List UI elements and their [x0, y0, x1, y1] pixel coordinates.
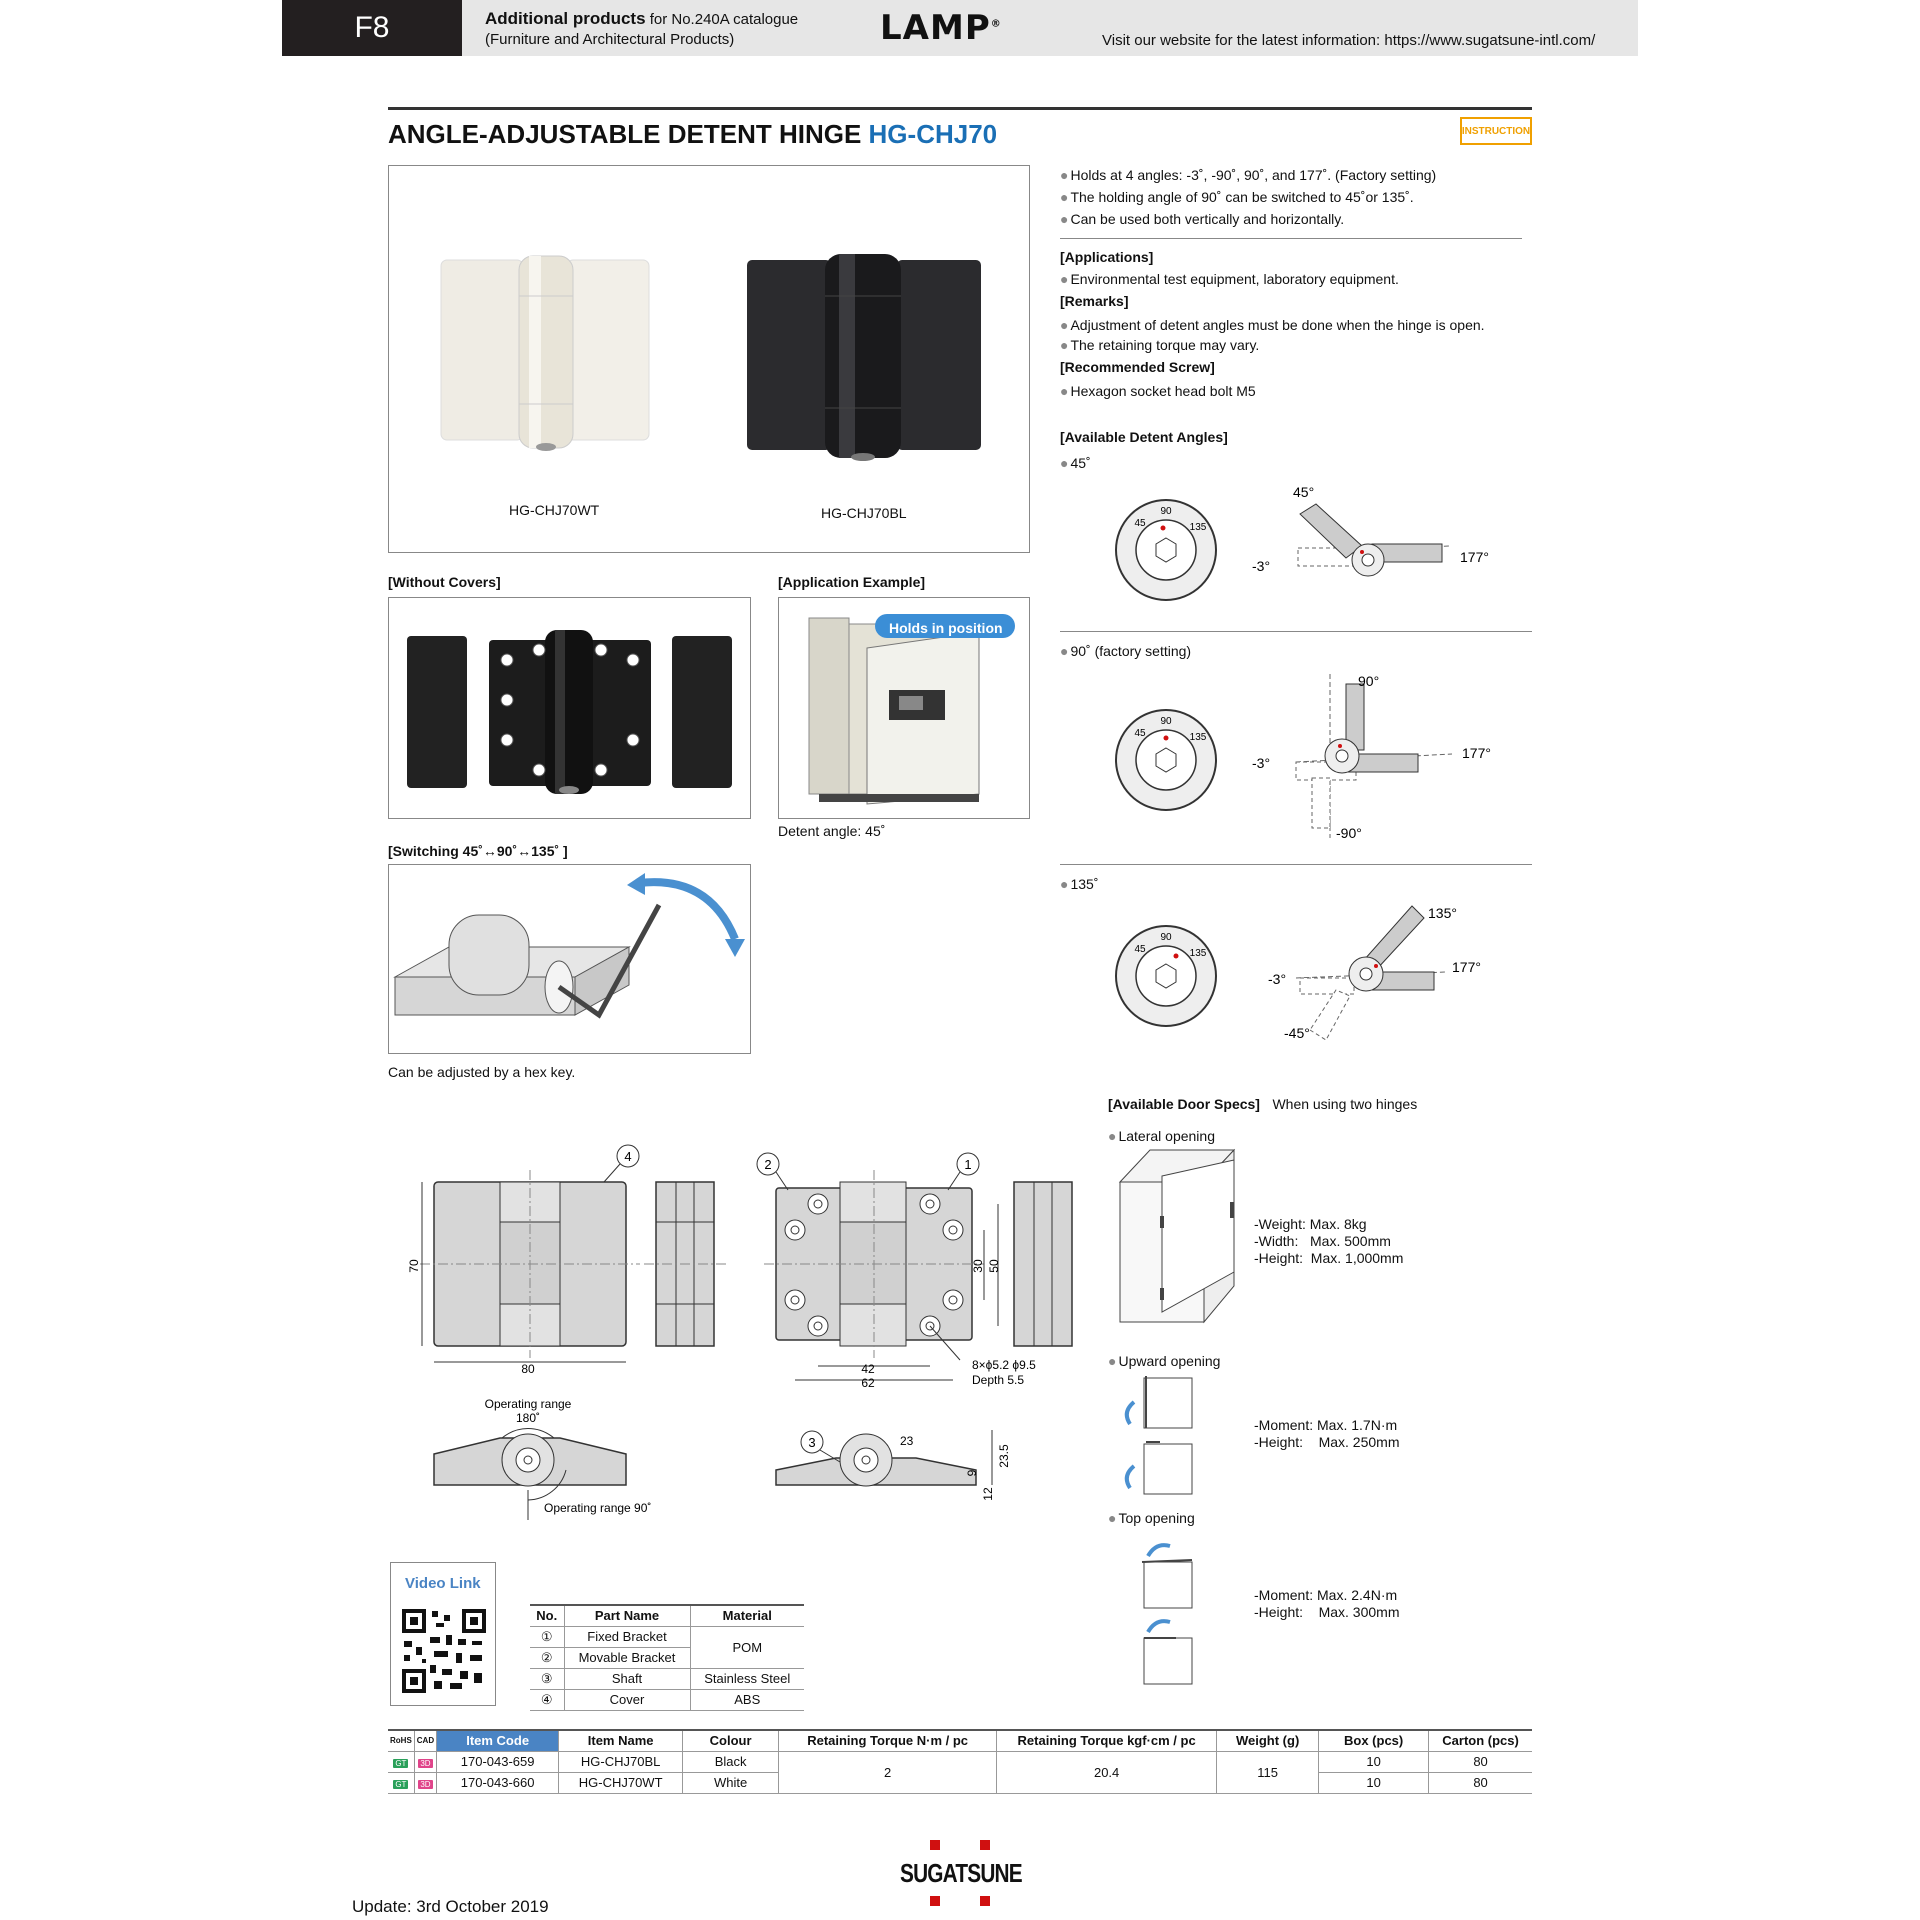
svg-text:9: 9: [965, 1469, 979, 1477]
part-no: ④: [530, 1689, 564, 1710]
lateral-weight: -Weight: Max. 8kg: [1254, 1216, 1367, 1232]
top-specs: [1254, 1587, 1400, 1621]
item-name-header: Item Name: [559, 1730, 683, 1751]
torque-nm-header: Retaining Torque N·m / pc: [779, 1730, 997, 1751]
svg-text:62: 62: [861, 1376, 875, 1390]
header-line2: (Furniture and Architectural Products): [485, 31, 735, 48]
holds-in-position-banner: Holds in position: [889, 620, 1003, 636]
black-hinge-label: HG-CHJ70BL: [821, 505, 907, 521]
without-covers-box: [388, 597, 751, 819]
upward-height: -Height: Max. 250mm: [1254, 1434, 1400, 1450]
front-view-covered: [407, 1145, 640, 1376]
lateral-opening-label: ● Lateral opening: [1108, 1128, 1215, 1144]
item-colour: Black: [683, 1751, 779, 1772]
carton-header: Carton (pcs): [1429, 1730, 1532, 1751]
dial-icon: [1116, 926, 1216, 1026]
screw-heading: [Recommended Screw]: [1060, 359, 1215, 375]
svg-text:1: 1: [964, 1157, 972, 1172]
box-header: Box (pcs): [1319, 1730, 1429, 1751]
header-line1: [485, 9, 798, 29]
svg-text:3: 3: [808, 1435, 816, 1450]
part-name: Fixed Bracket: [564, 1626, 690, 1647]
white-hinge-label: HG-CHJ70WT: [509, 502, 600, 518]
applications-heading: [Applications]: [1060, 249, 1154, 265]
detent-135-label: ● 135˚: [1060, 876, 1099, 892]
svg-text:90: 90: [1160, 716, 1172, 727]
detent-135-diagram: [1100, 900, 1520, 1050]
svg-text:4: 4: [624, 1149, 632, 1164]
top-moment: -Moment: Max. 2.4N·m: [1254, 1587, 1398, 1603]
switching-heading: [Switching 45˚↔90˚↔135˚ ]: [388, 843, 568, 859]
application-example-caption: Detent angle: 45˚: [778, 823, 886, 839]
carton-qty: 80: [1429, 1751, 1532, 1772]
table-row: [530, 1626, 804, 1647]
svg-text:177°: 177°: [1460, 549, 1489, 565]
logo-dot: [930, 1840, 940, 1850]
divider: [1060, 631, 1532, 632]
svg-text:45: 45: [1134, 518, 1146, 529]
cad-3d-icon[interactable]: 3D: [420, 1780, 431, 1789]
colour-header: Colour: [683, 1730, 779, 1751]
part-no: ③: [530, 1668, 564, 1689]
svg-text:Operating range 90˚: Operating range 90˚: [544, 1501, 652, 1515]
item-code: 170-043-659: [437, 1751, 559, 1772]
table-row: [530, 1689, 804, 1710]
svg-text:-90°: -90°: [1336, 825, 1362, 841]
lamp-logo-text: LAMP: [880, 8, 991, 48]
item-name: HG-CHJ70BL: [559, 1751, 683, 1772]
item-code: 170-043-660: [437, 1772, 559, 1793]
door-specs-header: [1108, 1096, 1417, 1114]
svg-text:23: 23: [900, 1434, 914, 1448]
upward-opening-label: ● Upward opening: [1108, 1353, 1220, 1369]
parts-header-name: Part Name: [564, 1605, 690, 1626]
remark-1: ● Adjustment of detent angles must be done when the hinge is open.: [1060, 317, 1485, 333]
box-qty: 10: [1319, 1751, 1429, 1772]
svg-text:90: 90: [1160, 506, 1172, 517]
weight: 115: [1217, 1751, 1319, 1793]
part-name: Shaft: [564, 1668, 690, 1689]
spec-table: [388, 1729, 1532, 1794]
svg-text:12: 12: [981, 1487, 995, 1501]
dial-icon: [1116, 710, 1216, 810]
detent-90-label: ● 90˚ (factory setting): [1060, 643, 1191, 659]
application-item: ● Environmental test equipment, laboratory equipment.: [1060, 271, 1399, 287]
svg-text:135: 135: [1189, 948, 1207, 959]
box-qty: 10: [1319, 1772, 1429, 1793]
detent-90-diagram: [1100, 668, 1520, 848]
svg-text:30: 30: [971, 1259, 985, 1273]
svg-text:80: 80: [521, 1362, 535, 1376]
part-no: ①: [530, 1626, 564, 1647]
application-example-box: [778, 597, 1030, 819]
item-colour: White: [683, 1772, 779, 1793]
torque-nm: 2: [779, 1751, 997, 1793]
svg-text:50: 50: [987, 1259, 1001, 1273]
hinge-angle-90-icon: [1296, 674, 1452, 838]
white-hinge-image: [441, 256, 649, 451]
lateral-height: -Height: Max. 1,000mm: [1254, 1250, 1404, 1266]
title-rule: [388, 107, 1532, 110]
torque-kgf: 20.4: [997, 1751, 1217, 1793]
door-specs-note: When using two hinges: [1272, 1096, 1418, 1112]
svg-text:45: 45: [1134, 944, 1146, 955]
switching-box: [388, 864, 751, 1054]
top-opening-label: ● Top opening: [1108, 1510, 1195, 1526]
side-view-covered: [644, 1182, 726, 1346]
header-line1-bold: Additional products: [485, 9, 646, 28]
black-hinge-image: [747, 254, 981, 461]
screw-item: ● Hexagon socket head bolt M5: [1060, 383, 1256, 399]
upward-specs: [1254, 1417, 1400, 1451]
svg-text:177°: 177°: [1462, 745, 1491, 761]
parts-header-material: Material: [690, 1605, 804, 1626]
weight-header: Weight (g): [1217, 1730, 1319, 1751]
svg-text:135: 135: [1189, 522, 1207, 533]
feature-2: ● The holding angle of 90˚ can be switched to 45˚or 135˚.: [1060, 189, 1414, 205]
feature-3: ● Can be used both vertically and horizontally.: [1060, 211, 1344, 227]
svg-text:135°: 135°: [1428, 905, 1457, 921]
part-material: Stainless Steel: [690, 1668, 804, 1689]
front-view-uncovered: [757, 1153, 1036, 1390]
top-height: -Height: Max. 300mm: [1254, 1604, 1400, 1620]
logo-dot: [980, 1840, 990, 1850]
lateral-cabinet-icon: [1110, 1146, 1240, 1326]
hex-key-adjust-image: [389, 865, 750, 1053]
rohs-header: RoHS: [388, 1730, 414, 1751]
hinge-angle-135-icon: [1296, 906, 1446, 1040]
svg-text:177°: 177°: [1452, 959, 1481, 975]
upward-moment: -Moment: Max. 1.7N·m: [1254, 1417, 1398, 1433]
item-name: HG-CHJ70WT: [559, 1772, 683, 1793]
svg-text:23.5: 23.5: [997, 1444, 1011, 1468]
video-link-label[interactable]: Video Link: [405, 1575, 481, 1592]
svg-text:-3°: -3°: [1252, 755, 1271, 771]
switching-caption: Can be adjusted by a hex key.: [388, 1064, 576, 1080]
update-date: Update: 3rd October 2019: [352, 1897, 549, 1916]
svg-text:90: 90: [1160, 932, 1172, 943]
rohs-icon: GT: [395, 1780, 407, 1789]
cad-header: CAD: [414, 1730, 436, 1751]
svg-text:8×ϕ5.2 ϕ9.5: 8×ϕ5.2 ϕ9.5: [972, 1358, 1036, 1372]
svg-text:-3°: -3°: [1268, 971, 1287, 987]
hinge-angle-45-icon: [1298, 504, 1450, 576]
detent-45-diagram: [1100, 478, 1520, 608]
svg-text:Operating range: Operating range: [484, 1397, 572, 1411]
dial-icon: [1116, 500, 1216, 600]
svg-text:-3°: -3°: [1252, 558, 1271, 574]
svg-text:45: 45: [1134, 728, 1146, 739]
feature-1: ● Holds at 4 angles: -3˚, -90˚, 90˚, and 177˚. (Factory setting): [1060, 167, 1436, 183]
divider: [1060, 238, 1522, 239]
header-website[interactable]: Visit our website for the latest information: https://www.sugatsune-intl.com/: [1102, 32, 1596, 49]
product-photos: [389, 166, 1029, 552]
bottom-view-operating-range: [434, 1397, 651, 1520]
svg-text:135: 135: [1189, 732, 1207, 743]
application-example-heading: [Application Example]: [778, 574, 926, 590]
top-opening-icon: [1130, 1534, 1210, 1690]
video-link-box[interactable]: [390, 1562, 496, 1706]
svg-text:2: 2: [764, 1157, 772, 1172]
door-specs-heading: [Available Door Specs]: [1108, 1096, 1260, 1112]
sugatsune-logo: SUGATSUNE: [900, 1858, 1022, 1888]
svg-text:42: 42: [861, 1362, 875, 1376]
part-no: ②: [530, 1647, 564, 1668]
header-line1-rest: for No.240A catalogue: [645, 11, 799, 28]
title-main: ANGLE-ADJUSTABLE DETENT HINGE: [388, 119, 869, 149]
torque-kgf-header: Retaining Torque kgf·cm / pc: [997, 1730, 1217, 1751]
table-row: [530, 1668, 804, 1689]
page-title: [388, 119, 997, 150]
page-code: F8: [282, 0, 462, 56]
product-photo-box: [388, 165, 1030, 553]
divider: [1060, 864, 1532, 865]
side-view-uncovered: [1014, 1182, 1072, 1346]
parts-table: [530, 1604, 804, 1711]
item-code-header: Item Code: [437, 1730, 559, 1751]
remark-2: ● The retaining torque may vary.: [1060, 337, 1259, 353]
hinge-without-covers-image: [389, 598, 750, 818]
without-covers-heading: [Without Covers]: [388, 574, 501, 590]
bottom-view-dimensions: [776, 1430, 1011, 1501]
cad-3d-icon[interactable]: 3D: [420, 1759, 431, 1768]
logo-dot: [980, 1896, 990, 1906]
qr-code-icon[interactable]: [400, 1607, 488, 1695]
lateral-specs: [1254, 1216, 1403, 1267]
svg-text:180˚: 180˚: [515, 1411, 541, 1425]
carton-qty: 80: [1429, 1772, 1532, 1793]
lateral-width: -Width: Max. 500mm: [1254, 1233, 1391, 1249]
technical-drawing: [400, 1140, 1080, 1520]
detent-45-label: ● 45˚: [1060, 455, 1091, 471]
parts-header-no: No.: [530, 1605, 564, 1626]
detent-heading: [Available Detent Angles]: [1060, 429, 1228, 445]
table-row: [388, 1751, 1532, 1772]
part-name: Movable Bracket: [564, 1647, 690, 1668]
upward-opening-icon: [1120, 1372, 1200, 1500]
remarks-heading: [Remarks]: [1060, 293, 1129, 309]
lamp-logo: LAMP®: [880, 8, 1002, 48]
part-name: Cover: [564, 1689, 690, 1710]
svg-text:90°: 90°: [1358, 673, 1380, 689]
title-model: HG-CHJ70: [868, 119, 998, 149]
svg-text:70: 70: [407, 1259, 421, 1273]
svg-text:Depth 5.5: Depth 5.5: [972, 1373, 1025, 1387]
part-material: ABS: [690, 1689, 804, 1710]
instruction-badge[interactable]: INSTRUCTION: [1460, 117, 1532, 145]
svg-text:-45°: -45°: [1284, 1025, 1310, 1041]
rohs-icon: GT: [395, 1759, 407, 1768]
part-material: POM: [690, 1626, 804, 1668]
logo-dot: [930, 1896, 940, 1906]
svg-text:45°: 45°: [1293, 484, 1315, 500]
